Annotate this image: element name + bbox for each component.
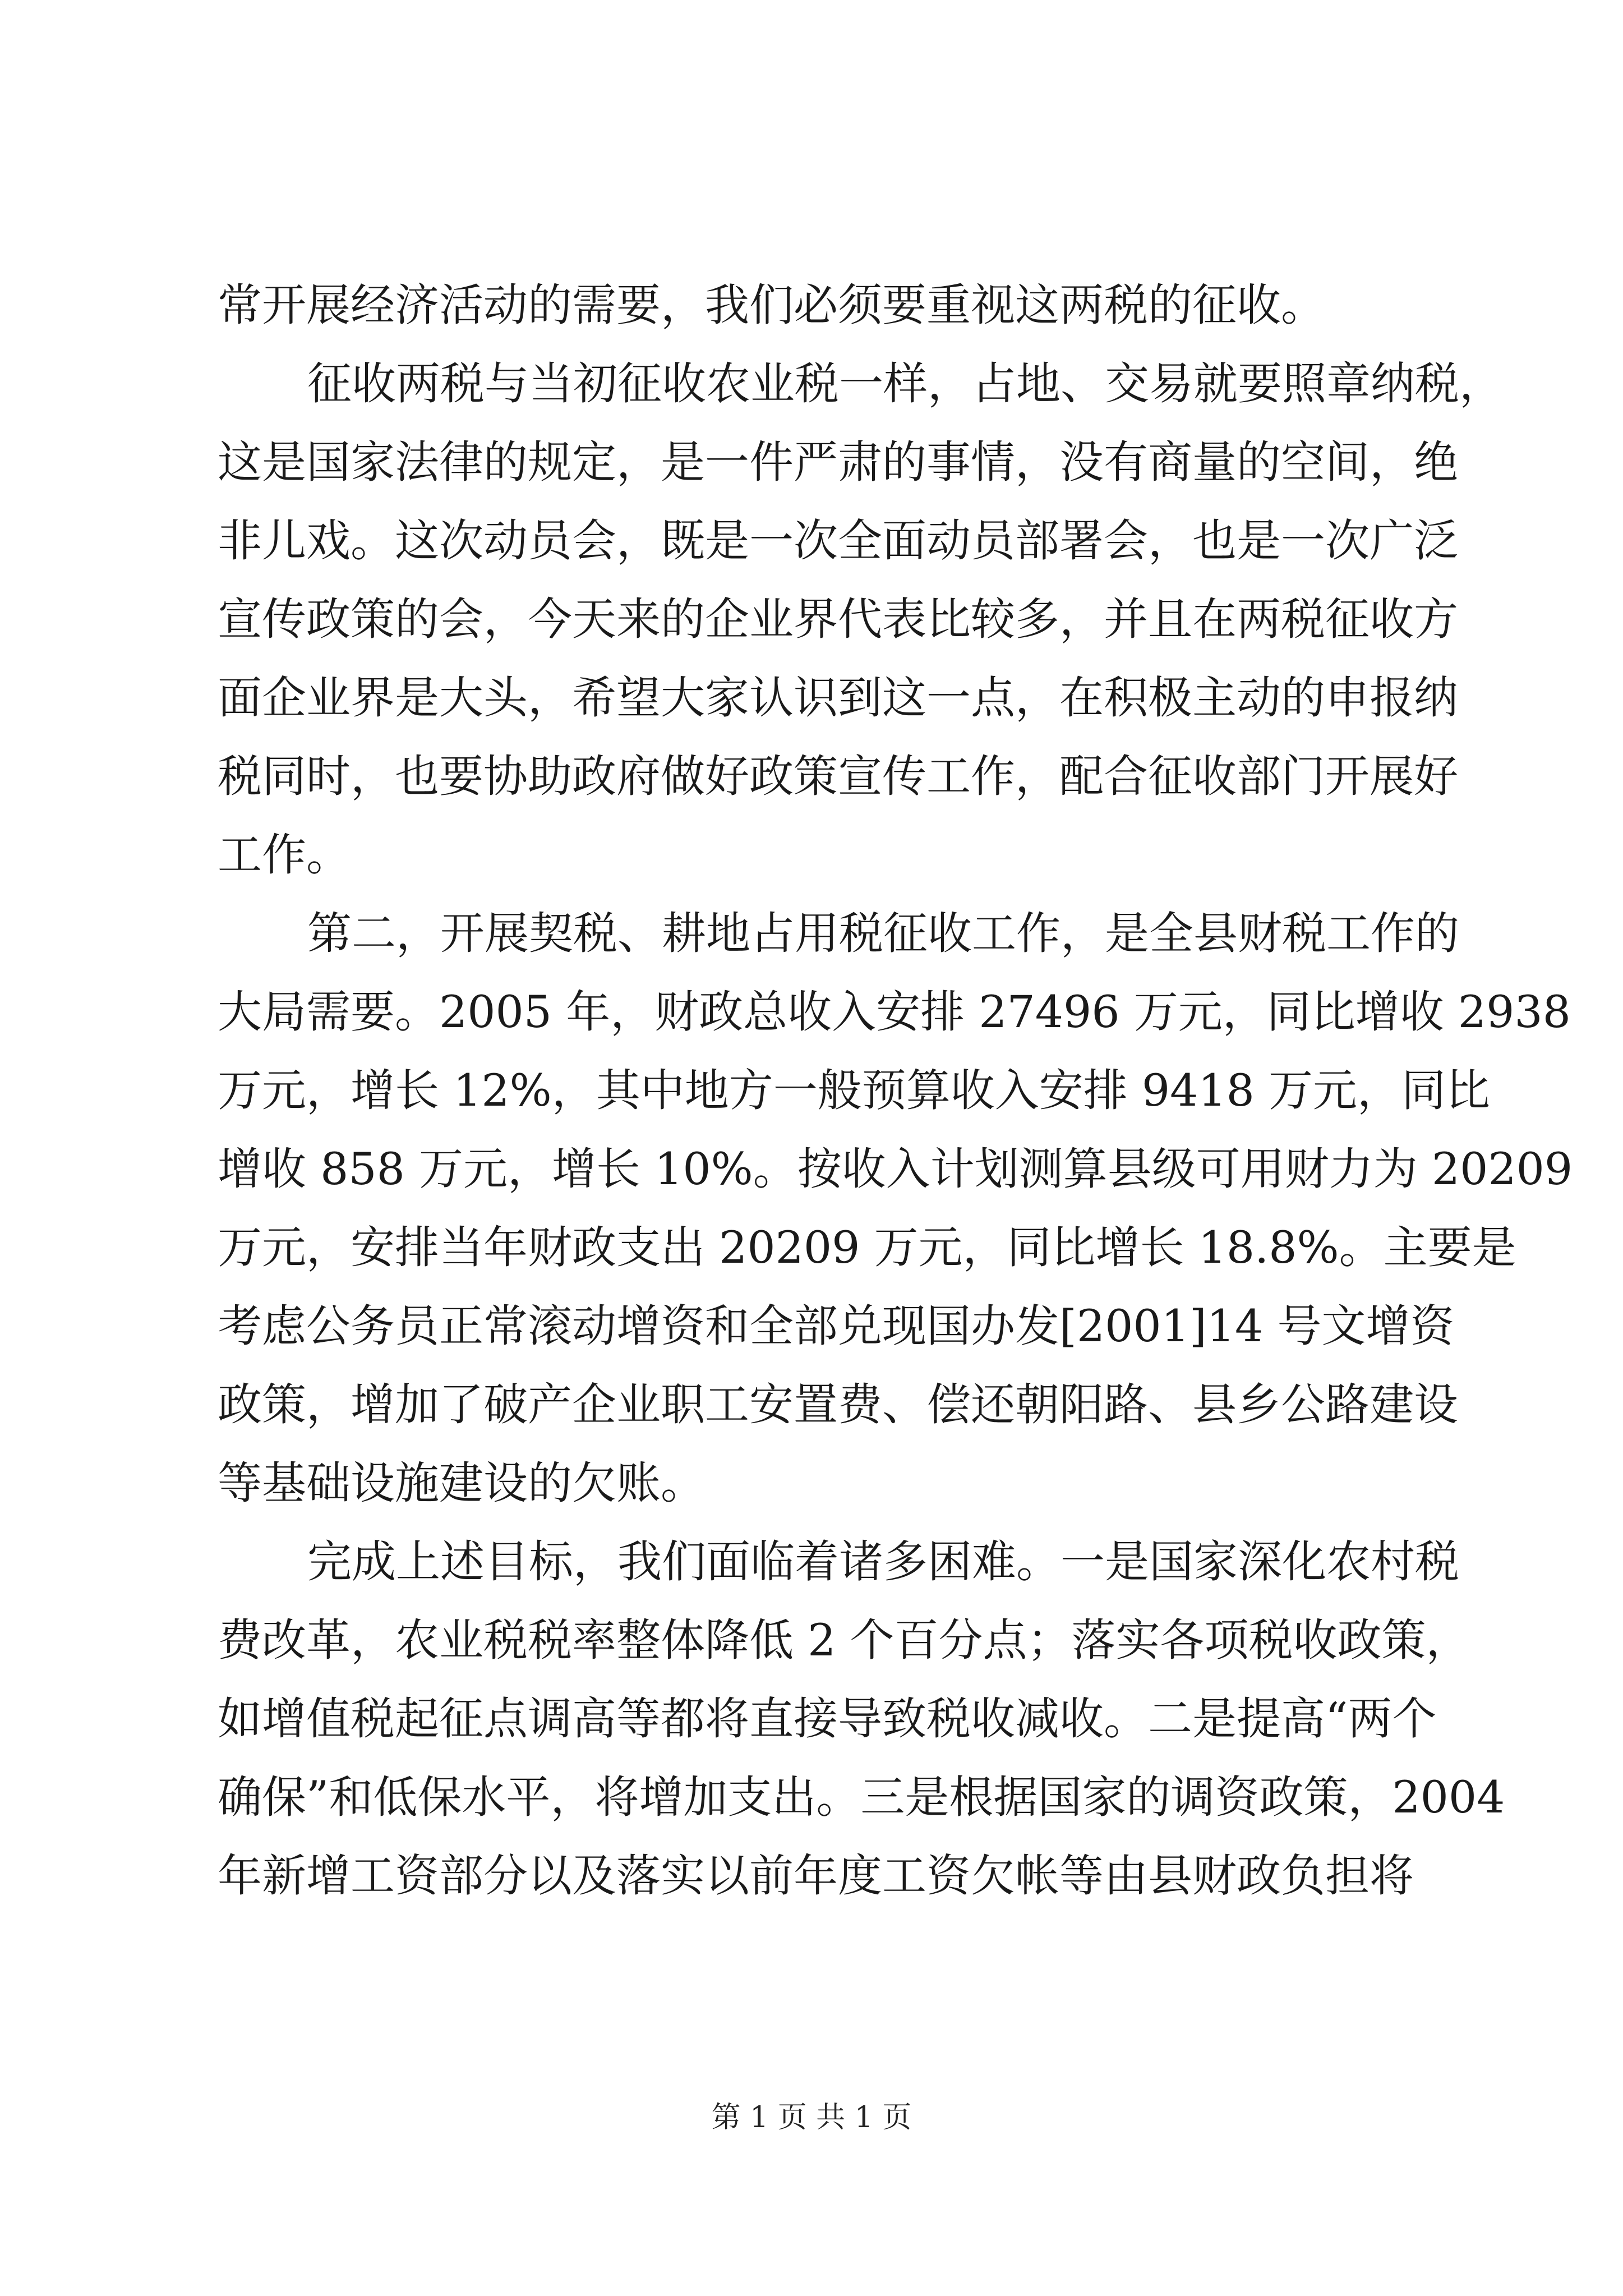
page-number-footer: 第 1 页 共 1 页 — [711, 2101, 912, 2134]
text-line: 年新增工资部分以及落实以前年度工资欠帐等由县财政负担将 — [218, 1850, 1414, 1902]
text-line: 面企业界是大头，希望大家认识到这一点，在积极主动的申报纳 — [218, 672, 1458, 724]
text-line: 万元，增长 12%，其中地方一般预算收入安排 9418 万元，同比 — [218, 1065, 1490, 1116]
text-line: 常开展经济活动的需要，我们必须要重视这两税的征收。 — [218, 279, 1325, 331]
text-line: 费改革，农业税税率整体降低 2 个百分点；落实各项税收政策， — [218, 1614, 1470, 1666]
paragraph-start-line: 征收两税与当初征收农业税一样，占地、交易就要照章纳税， — [307, 358, 1504, 409]
paragraph-start-line: 完成上述目标，我们面临着诸多困难。一是国家深化农村税 — [307, 1536, 1459, 1588]
text-line: 这是国家法律的规定，是一件严肃的事情，没有商量的空间，绝 — [218, 436, 1458, 488]
text-line: 万元，安排当年财政支出 20209 万元，同比增长 18.8%。主要是 — [218, 1222, 1516, 1273]
text-line: 非儿戏。这次动员会，既是一次全面动员部署会，也是一次广泛 — [218, 515, 1458, 567]
text-line: 增收 858 万元，增长 10%。按收入计划测算县级可用财力为 20209 — [218, 1143, 1573, 1195]
text-line: 考虑公务员正常滚动增资和全部兑现国办发[2001]14 号文增资 — [218, 1300, 1455, 1352]
text-line: 宣传政策的会，今天来的企业界代表比较多，并且在两税征收方 — [218, 593, 1458, 645]
text-line: 工作。 — [218, 829, 351, 881]
text-line: 如增值税起征点调高等都将直接导致税收减收。二是提高“两个 — [218, 1693, 1437, 1745]
text-line: 确保”和低保水平，将增加支出。三是根据国家的调资政策，2004 — [218, 1772, 1505, 1823]
text-line: 税同时，也要协助政府做好政策宣传工作，配合征收部门开展好 — [218, 751, 1458, 802]
text-line: 等基础设施建设的欠账。 — [218, 1457, 705, 1509]
text-line: 政策，增加了破产企业职工安置费、偿还朝阳路、县乡公路建设 — [218, 1379, 1458, 1430]
paragraph-start-line: 第二，开展契税、耕地占用税征收工作，是全县财税工作的 — [307, 908, 1459, 959]
text-line: 大局需要。2005 年，财政总收入安排 27496 万元，同比增收 2938 — [218, 986, 1571, 1038]
